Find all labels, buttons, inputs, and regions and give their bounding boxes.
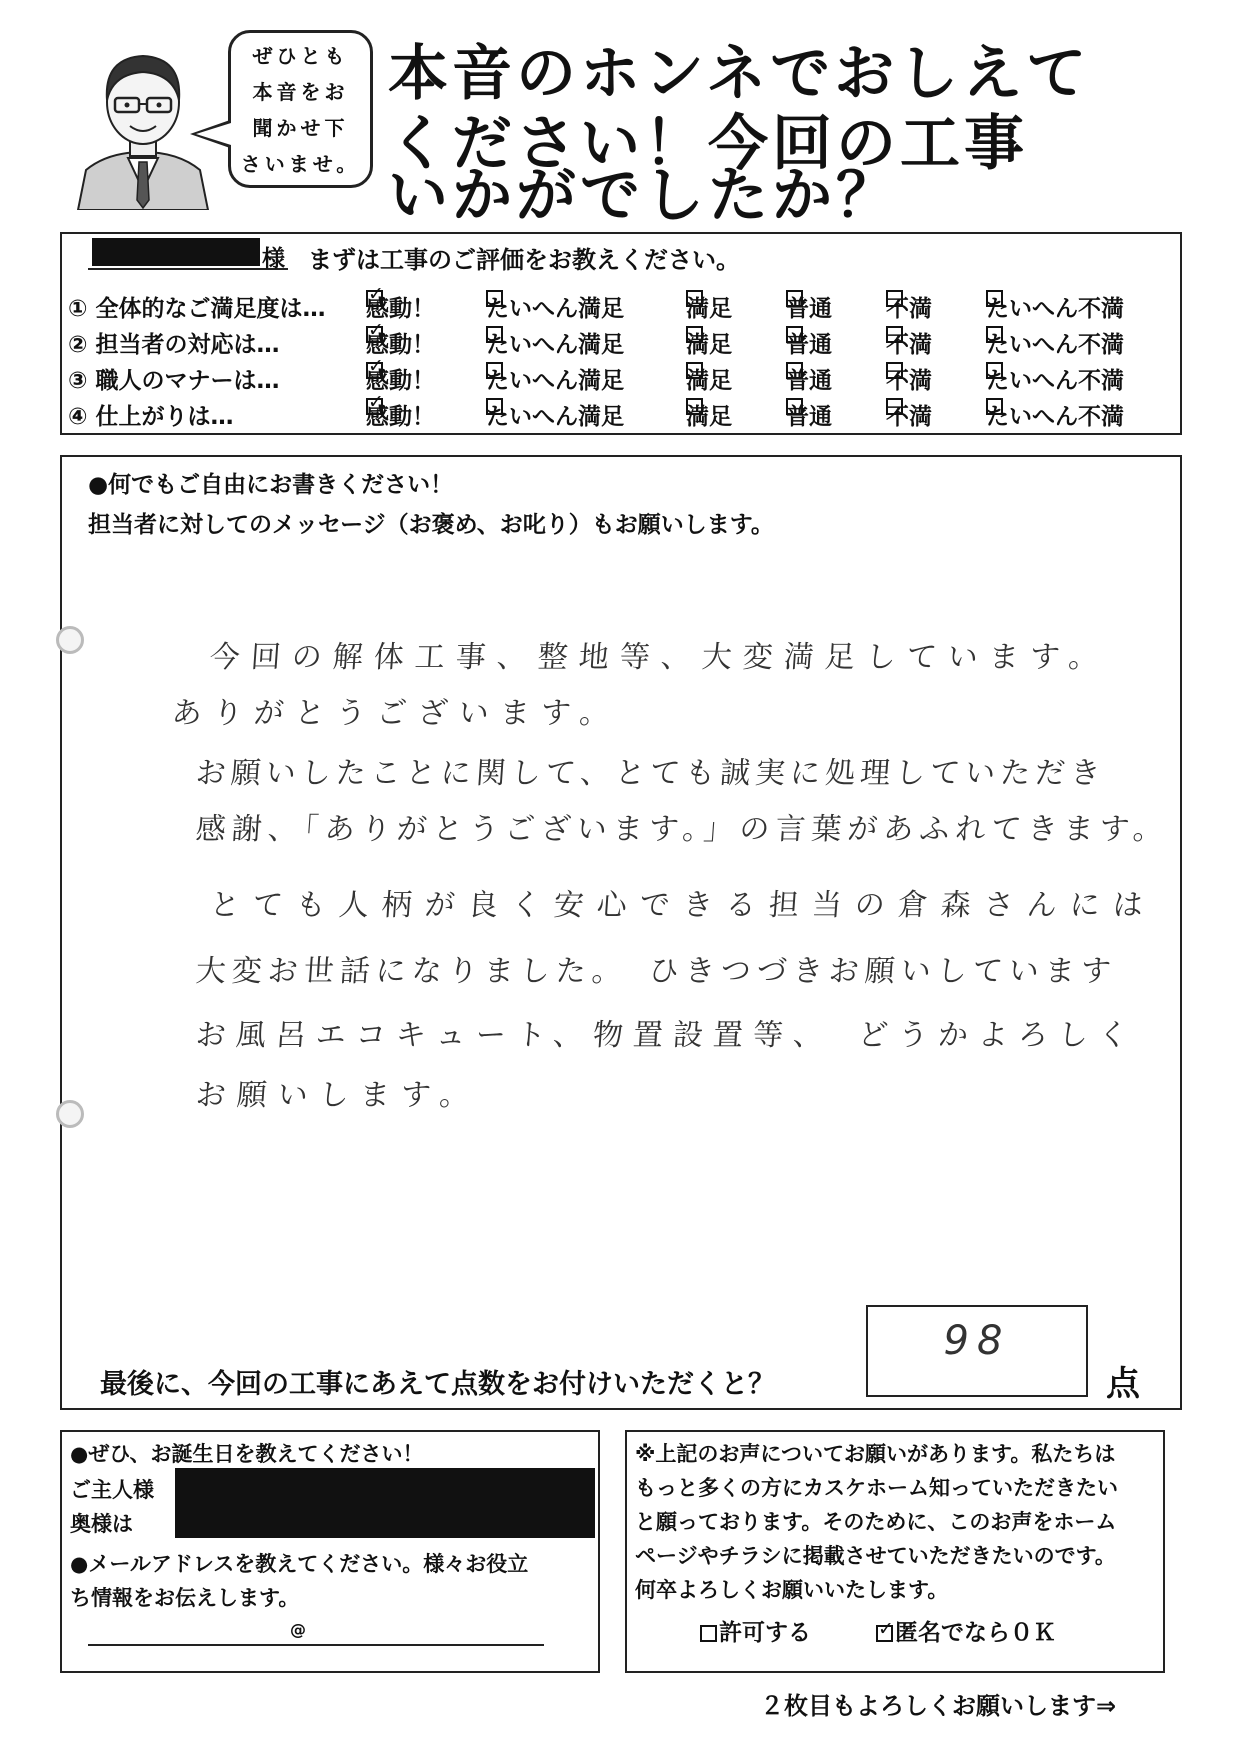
rating-checkbox[interactable] (786, 290, 803, 307)
birthday-redacted (175, 1468, 595, 1538)
email-heading-1: ●メールアドレスを教えてください。様々お役立 (70, 1552, 529, 1576)
rating-option-label: 不満 (886, 296, 932, 322)
rating-option-label: 満足 (686, 332, 732, 358)
rating-checkbox[interactable] (686, 362, 703, 379)
rating-option[interactable] (886, 290, 932, 323)
bubble-line-1: ぜひとも (252, 44, 349, 68)
bubble-line-3: 聞かせ下 (252, 116, 349, 140)
rating-option[interactable] (786, 398, 832, 431)
permission-allow-label: 許可する (719, 1620, 811, 1646)
rating-checkbox[interactable] (486, 290, 503, 307)
bubble-line-4: さいませ。 (240, 152, 361, 176)
rating-row (68, 326, 1178, 360)
rating-option-label: たいへん満足 (486, 296, 624, 322)
rating-option-label: 感動！ (366, 404, 435, 430)
rating-option[interactable] (486, 290, 624, 323)
rating-option-label: 感動！ (366, 332, 435, 358)
rating-option-label: 普通 (786, 332, 832, 358)
footer-next-page: ２枚目もよろしくお願いします⇒ (760, 1692, 1117, 1720)
handwritten-line-8: お願いします。 (194, 1078, 482, 1113)
rating-option[interactable] (886, 362, 932, 395)
email-heading-2: ち情報をお伝えします。 (70, 1586, 300, 1610)
handwritten-line-2: ありがとうございます。 (170, 696, 622, 731)
rating-option[interactable] (886, 398, 932, 431)
rating-checkbox[interactable] (786, 326, 803, 343)
rating-option-label: たいへん不満 (986, 332, 1124, 358)
email-input-line[interactable] (88, 1644, 544, 1646)
rating-option-label: 普通 (786, 368, 832, 394)
rating-checkbox[interactable] (686, 326, 703, 343)
rating-option-label: 感動！ (366, 368, 435, 394)
rating-row-label: ④ 仕上がりは… (68, 404, 234, 430)
punch-hole-bottom (56, 1100, 84, 1128)
rating-option[interactable] (686, 290, 732, 323)
rating-option-label: 満足 (686, 296, 732, 322)
rating-checkbox[interactable] (886, 290, 903, 307)
rating-option-label: たいへん不満 (986, 296, 1124, 322)
customer-name-redacted (92, 238, 260, 266)
rating-option[interactable] (686, 398, 732, 431)
rating-option-label: 不満 (886, 404, 932, 430)
rating-option[interactable] (786, 326, 832, 359)
rating-checkbox[interactable] (986, 290, 1003, 307)
rating-option-label: 普通 (786, 296, 832, 322)
handwritten-line-6: 大変お世話になりました。 ひきつづきお願いしています (194, 954, 1118, 989)
punch-hole-top (56, 626, 84, 654)
permission-line-1: ※上記のお声についてお願いがあります。私たちは (635, 1442, 1116, 1466)
rating-prompt: まずは工事のご評価をお教えください。 (308, 246, 740, 274)
rating-checkbox[interactable] (686, 398, 703, 415)
permission-line-3: と願っております。そのために、このお声をホーム (635, 1510, 1117, 1534)
message-heading-1: ●何でもご自由にお書きください！ (88, 472, 454, 498)
permission-option-anonymous[interactable] (876, 1614, 1056, 1647)
honorific: 様 (262, 246, 285, 272)
rating-checkbox[interactable] (886, 326, 903, 343)
rating-option[interactable] (786, 290, 832, 323)
rating-option[interactable] (686, 362, 732, 395)
rating-option[interactable] (986, 398, 1124, 431)
headline-line-2: ください！今回の工事 (388, 109, 1028, 179)
rating-option-label: たいへん不満 (986, 368, 1124, 394)
rating-row (68, 398, 1178, 432)
handwritten-line-5: とても人柄が良く安心できる担当の倉森さんには (208, 888, 1157, 923)
permission-anonymous-checkbox[interactable] (876, 1625, 893, 1642)
rating-checkbox[interactable] (886, 398, 903, 415)
rating-option[interactable] (786, 362, 832, 395)
rating-checkbox[interactable] (986, 362, 1003, 379)
rating-checkbox[interactable] (486, 362, 503, 379)
rating-option-label: 不満 (886, 368, 932, 394)
customer-name-underline (88, 268, 288, 270)
rating-option[interactable] (686, 326, 732, 359)
speech-bubble-tail-inner (196, 123, 231, 145)
rating-checkbox[interactable] (986, 326, 1003, 343)
handwritten-line-3: お願いしたことに関して、とても誠実に処理していただき (194, 756, 1107, 791)
email-at-sign: @ (290, 1620, 306, 1639)
rating-option[interactable] (986, 290, 1124, 323)
permission-line-2: もっと多くの方にカスケホーム知っていただきたい (635, 1476, 1118, 1500)
rating-option-label: たいへん満足 (486, 332, 624, 358)
rating-option-label: 満足 (686, 368, 732, 394)
rating-option-label: たいへん満足 (486, 404, 624, 430)
rating-checkbox[interactable] (486, 398, 503, 415)
headline-line-1: 本音のホンネでおしえて (388, 39, 1091, 109)
permission-allow-checkbox[interactable] (700, 1625, 717, 1642)
rating-option-label: 普通 (786, 404, 832, 430)
rating-checkbox[interactable] (786, 398, 803, 415)
rating-checkbox[interactable] (366, 362, 383, 379)
rating-option[interactable] (366, 398, 435, 431)
message-heading-2: 担当者に対してのメッセージ（お褒め、お叱り）もお願いします。 (88, 512, 774, 538)
rating-row-label: ② 担当者の対応は… (68, 332, 280, 358)
message-section (60, 455, 1182, 1410)
rating-checkbox[interactable] (986, 398, 1003, 415)
rating-option[interactable] (486, 326, 624, 359)
rating-option[interactable] (886, 326, 932, 359)
handwritten-line-7: お風呂エコキュート、物置設置等、 どうかよろしく (194, 1018, 1140, 1053)
rating-row (68, 362, 1178, 396)
rating-checkbox[interactable] (686, 290, 703, 307)
permission-anonymous-label: 匿名でなら０Ｋ (895, 1620, 1056, 1646)
permission-line-4: ページやチラシに掲載させていただきたいのです。 (635, 1544, 1116, 1568)
birthday-heading: ●ぜひ、お誕生日を教えてください！ (70, 1442, 424, 1466)
permission-line-5: 何卒よろしくお願いいたします。 (635, 1578, 949, 1602)
score-question: 最後に、今回の工事にあえて点数をお付けいただくと？ (100, 1369, 775, 1400)
rating-option-label: 不満 (886, 332, 932, 358)
rating-checkbox[interactable] (886, 362, 903, 379)
rating-option[interactable] (986, 326, 1124, 359)
bubble-line-2: 本音をお (252, 80, 349, 104)
rating-option-label: たいへん満足 (486, 368, 624, 394)
handwritten-line-1: 今回の解体工事、整地等、大変満足しています。 (208, 640, 1111, 675)
rating-row (68, 290, 1178, 324)
rating-option-label: たいへん不満 (986, 404, 1124, 430)
rating-option[interactable] (486, 362, 624, 395)
rating-checkbox[interactable] (366, 326, 383, 343)
rating-row-label: ③ 職人のマナーは… (68, 368, 280, 394)
wife-label: 奥様は (70, 1512, 133, 1536)
rating-checkbox[interactable] (366, 290, 383, 307)
score-unit: 点 (1106, 1364, 1140, 1404)
permission-option-allow[interactable] (700, 1614, 811, 1647)
rating-option-label: 満足 (686, 404, 732, 430)
rating-checkbox[interactable] (786, 362, 803, 379)
score-value: 98 (943, 1318, 1011, 1364)
rating-option[interactable] (486, 398, 624, 431)
headline-line-3: いかがでしたか？ (388, 161, 900, 231)
rating-checkbox[interactable] (486, 326, 503, 343)
handwritten-line-4: 感謝、「ありがとうございます。」の言葉があふれてきます。 (194, 812, 1171, 847)
rating-option[interactable] (986, 362, 1124, 395)
rating-checkbox[interactable] (366, 398, 383, 415)
rating-row-label: ① 全体的なご満足度は… (68, 296, 326, 322)
husband-label: ご主人様 (70, 1478, 154, 1502)
rating-option-label: 感動！ (366, 296, 435, 322)
